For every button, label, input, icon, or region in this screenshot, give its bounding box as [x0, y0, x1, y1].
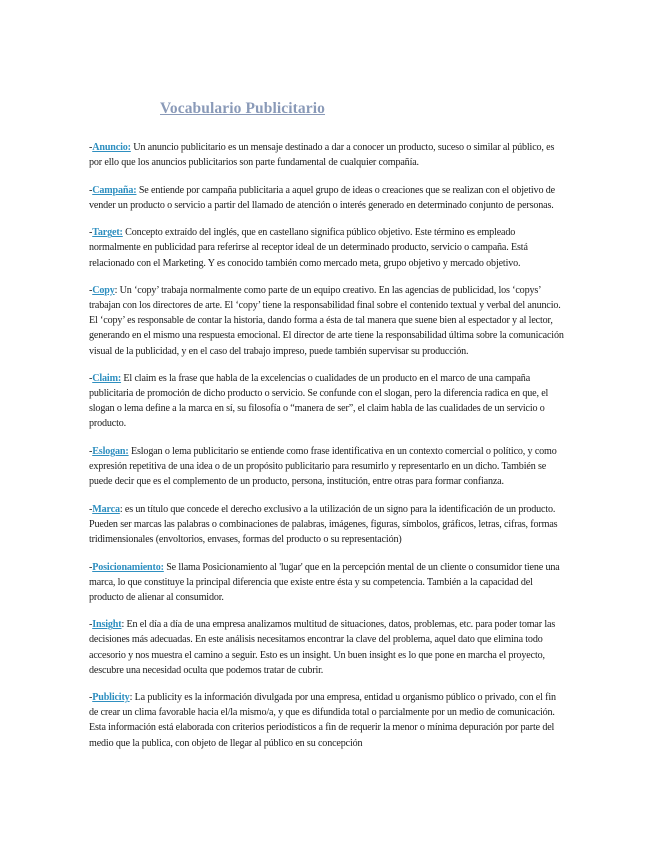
- entry-term: Publicity: [92, 692, 130, 704]
- document-page: [89, 100, 565, 763]
- entry-term: Insight: [92, 619, 122, 631]
- entry-definition: Un anuncio publicitario es un mensaje destinado a dar a conocer un producto, suceso o similar al público, es por ello que los anuncios publicitarios son parte fundamental de cualquier compañía.: [89, 142, 555, 169]
- entry-insight: -Insight: En el día a día de una empresa analizamos multitud de situaciones, datos, problemas, etc. para poder tomar las decisiones más adecuadas. En este análisis necesitamos encontrar la clave del problema, aquel dato que elimina todo accesorio y nos muestra el camino a seguir. Esto es un insight. Un buen insight es lo que pone en marcha el proyecto, descubre una necesidad oculta que podemos tratar de cubrir.: [89, 619, 556, 676]
- entry-term: Anuncio:: [92, 142, 131, 153]
- entry-definition: Concepto extraído del inglés, que en castellano significa público objetivo. Este término es empleado normalmente en publicidad para referirse al receptor ideal de un determinado producto, servicio o campaña. Está relacionado con el Marketing. Y es conocido también como mercado meta, grupo objetivo y mercado objetivo.: [89, 227, 528, 269]
- entry-term: Claim:: [92, 373, 122, 385]
- entry-term: Campaña:: [92, 184, 137, 196]
- entry-definition: : Un ‘copy’ trabaja normalmente como parte de un equipo creativo. En las agencias de publicidad, los ‘copys’ trabajan con los directores de arte. El ‘copy’ tiene la responsabilidad final sobre el contenido textual y verbal del anuncio. El ‘copy’ es responsable de contar la historia, dando forma a ésta de tal manera que suene bien al espectador y al lector, generando en el mismo una respuesta emocional. El director de arte tiene la responsabilidad última sobre la comunicación visual de la publicidad, y en el caso del trabajo impreso, puede también supervisar su producción.: [89, 285, 564, 357]
- entry-campana: -Campaña: Se entiende por campaña publicitaria a aquel grupo de ideas o creaciones que se realizan con el objetivo de vender un producto o servicio a partir del llamado de atención o interés generado en determinado conjunto de personas.: [89, 184, 555, 211]
- entry-term: Target:: [92, 227, 123, 239]
- entry-marca: -Marca: es un título que concede el derecho exclusivo a la utilización de un signo para la identificación de un producto. Pueden ser marcas las palabras o combinaciones de palabras, imágenes, figuras, símbolos, gráficos, letras, cifras, formas tridimensionales (envoltorios, envases, formas del producto o su representación): [89, 503, 558, 545]
- document-title: Vocabulario Publicitario: [160, 100, 326, 117]
- entry-definition: Se llama Posicionamiento al 'lugar' que en la percepción mental de un cliente o consumidor tiene una marca, lo que constituye la principal diferencia que existe entre ésta y su competencia. También a la capacidad del producto de alienar al consumidor.: [89, 561, 560, 603]
- entry-publicity: -Publicity: La publicity es la información divulgada por una empresa, entidad u organismo público o privado, con el fin de crear un clima favorable hacia el/la mismo/a, y que es difundida total o parcialmente por un medio de comunicación. Esta información está elaborada con criterios periodísticos a fin de requerir la menor o mínima depuración por parte del medio que la publica, con objeto de llegar al público en su concepción: [89, 692, 556, 749]
- entry-definition: Se entiende por campaña publicitaria a aquel grupo de ideas o creaciones que se realizan con el objetivo de vender un producto o servicio a partir del llamado de atención o interés generado en determinado conjunto de personas.: [89, 184, 555, 211]
- entry-term: Posicionamiento:: [92, 561, 164, 573]
- entry-definition: : En el día a día de una empresa analizamos multitud de situaciones, datos, problemas, etc. para poder tomar las decisiones más adecuadas. En este análisis necesitamos encontrar la clave del problema, aquel dato que elimina todo accesorio y nos muestra el camino a seguir. Esto es un insight. Un buen insight es lo que pone en marcha el proyecto, descubre una necesidad oculta que podemos tratar de cubrir.: [89, 619, 556, 676]
- entry-definition: : La publicity es la información divulgada por una empresa, entidad u organismo público o privado, con el fin de crear un clima favorable hacia el/la mismo/a, y que es difundida total o parcialmente por un medio de comunicación. Esta información está elaborada con criterios periodísticos a fin de requerir la menor o mínima depuración por parte del medio que la publica, con objeto de llegar al público en su concepción: [89, 692, 556, 749]
- entry-term: Marca: [92, 503, 120, 515]
- entry-term: Copy: [92, 285, 115, 297]
- entry-claim: -Claim: El claim es la frase que habla de la excelencias o cualidades de un producto en el marco de una campaña publicitaria de promoción de dicho producto o servicio. Se confunde con el slogan, pero la diferencia radica en que, el slogan o lema define a la marca en sí, su filosofía o “manera de ser”, el claim habla de las cualidades de un servicio o producto.: [89, 373, 549, 430]
- entry-definition: Eslogan o lema publicitario se entiende como frase identificativa en un contexto comercial o político, y como expresión repetitiva de una idea o de un propósito publicitario para resumirlo y representarlo en un dicho. También se puede decir que es el complemento de un producto, persona, institución, entre otras para formar confianza.: [89, 446, 557, 488]
- entry-anuncio: -Anuncio: Un anuncio publicitario es un mensaje destinado a dar a conocer un producto, suceso o similar al público, es por ello que los anuncios publicitarios son parte fundamental de cualquier compañía.: [89, 142, 555, 169]
- entry-copy: -Copy: Un ‘copy’ trabaja normalmente como parte de un equipo creativo. En las agencias de publicidad, los ‘copys’ trabajan con los directores de arte. El ‘copy’ tiene la responsabilidad final sobre el contenido textual y verbal del anuncio. El ‘copy’ es responsable de contar la historia, dando forma a ésta de tal manera que suene bien al espectador y al lector, generando en el mismo una respuesta emocional. El director de arte tiene la responsabilidad última sobre la comunicación visual de la publicidad, y en el caso del trabajo impreso, puede también supervisar su producción.: [89, 285, 564, 357]
- entry-posicionamiento: -Posicionamiento: Se llama Posicionamiento al 'lugar' que en la percepción mental de un cliente o consumidor tiene una marca, lo que constituye la principal diferencia que existe entre ésta y su competencia. También a la capacidad del producto de alienar al consumidor.: [89, 561, 560, 603]
- entry-definition: : es un título que concede el derecho exclusivo a la utilización de un signo para la identificación de un producto. Pueden ser marcas las palabras o combinaciones de palabras, imágenes, figuras, símbolos, gráficos, letras, cifras, formas tridimensionales (envoltorios, envases, formas del producto o su representación): [89, 503, 558, 545]
- entry-definition: El claim es la frase que habla de la excelencias o cualidades de un producto en el marco de una campaña publicitaria de promoción de dicho producto o servicio. Se confunde con el slogan, pero la diferencia radica en que, el slogan o lema define a la marca en sí, su filosofía o “manera de ser”, el claim habla de las cualidades de un servicio o producto.: [89, 373, 549, 430]
- entry-term: Eslogan:: [92, 446, 129, 457]
- entry-eslogan: -Eslogan: Eslogan o lema publicitario se entiende como frase identificativa en un contexto comercial o político, y como expresión repetitiva de una idea o de un propósito publicitario para resumirlo y representarlo en un dicho. También se puede decir que es el complemento de un producto, persona, institución, entre otras para formar confianza.: [89, 446, 557, 488]
- entry-target: -Target: Concepto extraído del inglés, que en castellano significa público objetivo. Este término es empleado normalmente en publicidad para referirse al receptor ideal de un determinado producto, servicio o campaña. Está relacionado con el Marketing. Y es conocido también como mercado meta, grupo objetivo y mercado objetivo.: [89, 227, 528, 269]
